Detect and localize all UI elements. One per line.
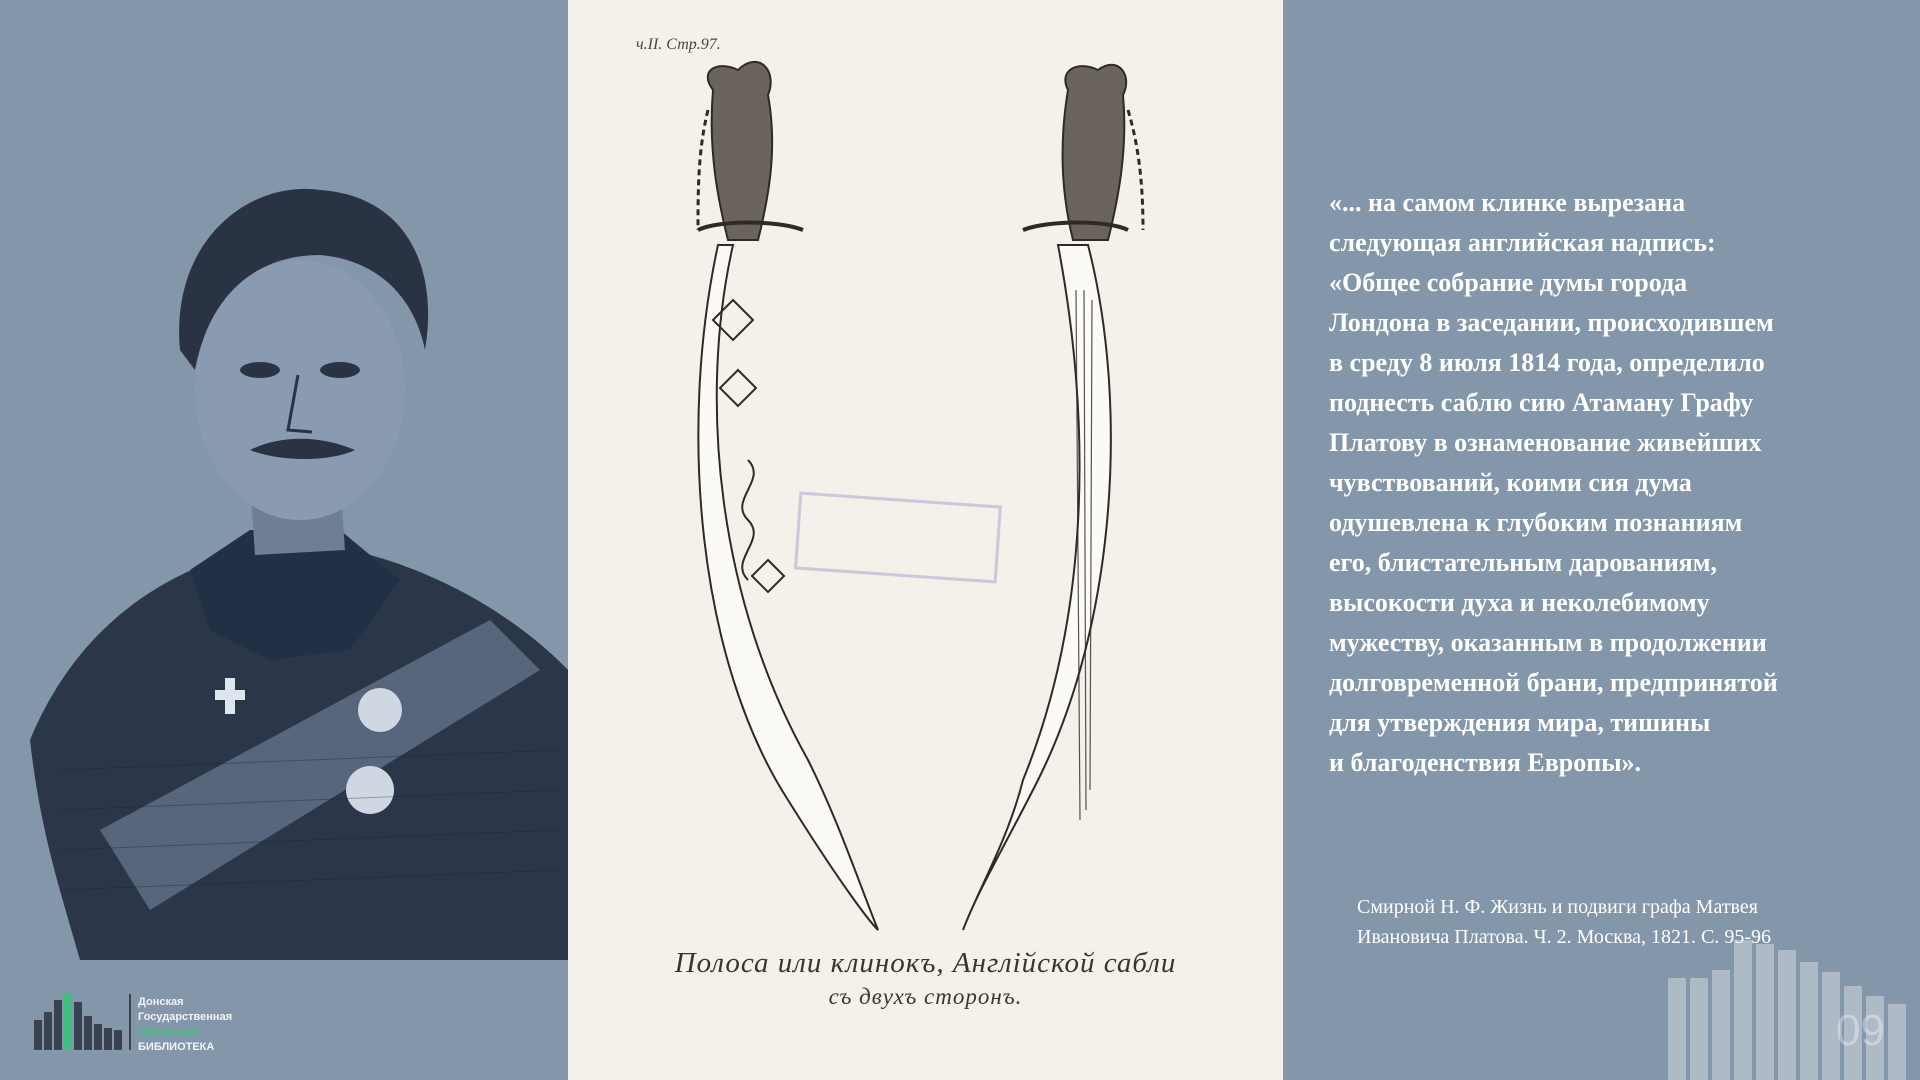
library-logo-text (138, 995, 232, 1055)
right-eye (320, 362, 360, 378)
quote-line: и благоденствия Европы». (1329, 748, 1642, 777)
plate-caption-line1: Полоса или клинокъ, Англiйской сабли (674, 947, 1177, 979)
left-sabre-hilt (708, 62, 772, 240)
citation-line2: Ивановича Платова. Ч. 2. Москва, 1821. С. 95-96 (1357, 926, 1772, 948)
portrait-engraving (20, 150, 568, 960)
plate-corner-note: ч.II. Стр.97. (636, 36, 721, 53)
left-eye (240, 362, 280, 378)
medal-star-1 (358, 688, 402, 732)
face-shape (195, 260, 405, 520)
quote-line: чувствований, коими сия дума (1329, 468, 1692, 497)
quote-line: долговременной брани, предпринятой (1329, 668, 1778, 697)
quote-line: «Общее собрание думы города (1329, 268, 1688, 297)
logo-line4: БИБЛИОТЕКА (138, 1041, 215, 1053)
quote-line: Лондона в заседании, происходившем (1329, 308, 1774, 337)
inscription-quote (1329, 183, 1889, 783)
medal-star-2 (346, 766, 394, 814)
right-sabre-hilt (1063, 65, 1127, 240)
quote-line: его, блистательным дарованиям, (1329, 548, 1717, 577)
left-sabre-chain (698, 110, 708, 230)
quote-line: следующая английская надпись: (1329, 228, 1716, 257)
sabre-drawing (568, 0, 1283, 1080)
left-sabre-blade (698, 245, 878, 930)
logo-line2: Государственная (138, 1011, 233, 1023)
quote-line: для утверждения мира, тишины (1329, 708, 1711, 737)
sabre-plate (568, 0, 1283, 1080)
page-number: 09 (1836, 1006, 1885, 1055)
library-stamp (796, 493, 1001, 582)
quote-line: высокости духа и неколебимому (1329, 588, 1710, 617)
right-sabre-blade (963, 245, 1111, 930)
quote-line: одушевлена к глубоким познаниям (1329, 508, 1743, 537)
quote-line: Платову в ознаменование живейших (1329, 428, 1762, 457)
logo-line3: Публичная (138, 1026, 198, 1038)
citation-line1: Смирной Н. Ф. Жизнь и подвиги графа Матвея (1357, 896, 1758, 918)
quote-line: в среду 8 июля 1814 года, определило (1329, 348, 1765, 377)
quote-line: мужеству, оказанным в продолжении (1329, 628, 1767, 657)
right-sabre-chain (1128, 110, 1143, 230)
quote-line: «... на самом клинке вырезана (1329, 188, 1686, 217)
logo-line1: Донская (138, 996, 184, 1008)
quote-line: поднесть саблю сию Атаману Графу (1329, 388, 1754, 417)
plate-caption-line2: съ двухъ сторонъ. (828, 984, 1023, 1009)
